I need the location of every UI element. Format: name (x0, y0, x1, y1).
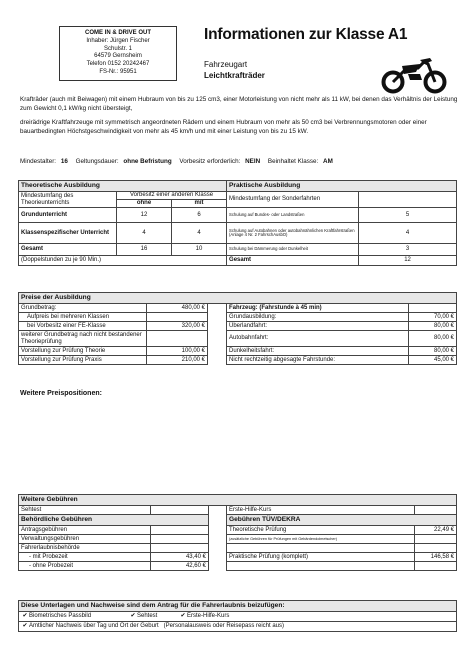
class-description-1: Krafträder (auch mit Beiwagen) mit einem Hubraum von bis zu 125 cm3, einer Motorleistung von nicht mehr als 11 kW, bei denen das Verhältnis der Leistung zum Gewicht 0,1 kW/kg nicht übersteigt, (20, 96, 458, 112)
fees-title: Weitere Gebühren (19, 495, 457, 506)
theory-exam-label: Theoretische Prüfung (227, 526, 415, 535)
prices-title: Preise der Ausbildung (19, 293, 457, 304)
table-row: Gesamt 16 10 Schulung bei Dämmerung oder Dunkelheit 3 (19, 244, 457, 256)
checkmark-icon: ✔ (22, 623, 28, 630)
practice-total-label: Gesamt (227, 256, 359, 266)
page-title: Informationen zur Klasse A1 (204, 26, 408, 43)
table-row: - ohne Probezeit 42,60 € (19, 562, 457, 571)
table-row: Antragsgebühren Theoretische Prüfung 22,49 € (19, 526, 457, 535)
further-prices-label: Weitere Preispositionen: (20, 390, 102, 397)
table-row: Aufpreis bei mehreren Klassen Grundausbildung: 70,00 € (19, 313, 457, 322)
doc-item-sehtest: Sehtest (137, 613, 158, 620)
table-row: Grundunterricht 12 6 Schulung auf Bundes- oder Landstraßen 5 (19, 208, 457, 223)
vehicle-type-label: Fahrzeugart (204, 60, 248, 69)
class-description-2: dreirädrige Kraftfahrzeuge mit symmetrisch angeordneten Rädern und einem Hubraum von mehr als 50 cm3 bei Verbrennungsmotoren oder einer bauartbedingten Höchstgeschwindigkeit von mehr als 45 km/h und mit einer Leistung von bis zu 15 kW. (20, 119, 427, 135)
doc-item-birth-note: (Personalausweis oder Reisepass reicht aus) (163, 623, 285, 630)
training-table (18, 180, 457, 266)
practical-exam-label: Praktische Prüfung (komplett) (227, 553, 415, 562)
table-row: Vorstellung zur Prüfung Praxis 210,00 € Nicht rechtzeitig abgesagte Fahrstunde: 45,00 € (19, 356, 457, 365)
theory-note: (Doppelstunden zu je 90 Min.) (19, 256, 227, 266)
validity-label: Geltungsdauer: (75, 158, 119, 165)
fees-table (18, 494, 457, 571)
checkmark-icon: ✔ (22, 613, 28, 620)
doc-item-birth-proof: Amtlicher Nachweis über Tag und Ort der Geburt (29, 623, 159, 630)
list-item (19, 622, 457, 632)
class-info-row (20, 158, 460, 165)
doc-item-photo: Biometrisches Passbild (29, 613, 92, 620)
authority-fees-title: Behördliche Gebühren (19, 515, 209, 526)
school-fs-number: FS-Nr.: 95951 (99, 68, 137, 75)
table-row: weiterer Grundbetrag nach nicht bestandener Theorieprüfung Autobahnfahrt: 80,00 € (19, 331, 457, 347)
table-row (19, 256, 457, 266)
table-row (19, 506, 457, 515)
prior-label: Vorbesitz erforderlich: (179, 158, 241, 165)
validity-value: ohne Befristung (123, 158, 172, 165)
practice-title: Praktische Ausbildung (227, 181, 457, 192)
table-row: Klassenspezifischer Unterricht 4 4 Schulung auf Autobahnen oder autobahnähnlichen Kraftfahrstraßen (Anlage 4 Nr. 2 FahrschAusbO) 4 (19, 223, 457, 244)
prices-table (18, 292, 457, 365)
motorcycle-icon (380, 52, 448, 94)
vehicle-type: Leichtkrafträder (204, 71, 265, 80)
table-row: Grundbetrag: 480,00 € Fahrzeug: (Fahrstunde à 45 min) (19, 304, 457, 313)
theory-title: Theoretische Ausbildung (19, 181, 227, 192)
documents-table (18, 600, 457, 632)
school-name: COME IN & DRIVE OUT (84, 30, 151, 36)
vehicle-price-header: Fahrzeug: (Fahrstunde à 45 min) (227, 304, 409, 313)
min-age-value: 16 (60, 158, 68, 165)
documents-title: Diese Unterlagen und Nachweise sind dem Antrag für die Fahrerlaubnis beizufügen: (19, 601, 457, 612)
theory-min-header: Mindestumfang des Theorieunterrichts (19, 192, 117, 208)
table-row: bei Vorbesitz einer FE-Klasse 320,00 € Überlandfahrt: 80,00 € (19, 322, 457, 331)
table-row: - mit Probezeit 43,40 € Praktische Prüfung (komplett) 146,58 € (19, 553, 457, 562)
checkmark-icon: ✔ (130, 613, 136, 620)
practice-min-header: Mindestumfang der Sonderfahrten (227, 192, 359, 208)
prior-value: NEIN (245, 158, 261, 165)
col-without: ohne (117, 200, 172, 208)
first-aid-label: Erste-Hilfe-Kurs (227, 506, 415, 515)
table-row: Verwaltungsgebühren (zusätzliche Gebühren für Prüfungen mit Gebärdendolmetscher) (19, 535, 457, 544)
driving-school-address-box (59, 26, 177, 81)
includes-label: Beinhaltet Klasse: (267, 158, 319, 165)
school-city: 64579 Gernsheim (94, 53, 142, 60)
school-phone: Telefon 0152 20242467 (86, 61, 150, 68)
theory-exam-value: 22,49 € (415, 526, 457, 535)
school-owner: Inhaber: Jürgen Fischer (86, 37, 150, 44)
practical-exam-value: 146,58 € (415, 553, 457, 562)
col-with: mit (172, 200, 227, 208)
list-item (19, 612, 457, 622)
min-age-label: Mindestalter: (20, 158, 57, 165)
tuv-fees-title: Gebühren TÜV/DEKRA (227, 515, 457, 526)
practice-total-value: 12 (359, 256, 457, 266)
checkmark-icon: ✔ (180, 613, 186, 620)
school-street: Schulstr. 1 (103, 45, 132, 52)
includes-value: AM (323, 158, 333, 165)
theory-exam-note: (zusätzliche Gebühren für Prüfungen mit Gebärdendolmetscher) (227, 535, 415, 544)
table-row: Fahrerlaubnisbehörde (19, 544, 457, 553)
sehtest-label: Sehtest (19, 506, 151, 515)
table-row: Vorstellung zur Prüfung Theorie 100,00 € Dunkelheitsfahrt: 80,00 € (19, 347, 457, 356)
doc-item-first-aid: Erste-Hilfe-Kurs (187, 613, 230, 620)
prior-class-header: Vorbesitz einer anderen Klasse (117, 192, 227, 200)
